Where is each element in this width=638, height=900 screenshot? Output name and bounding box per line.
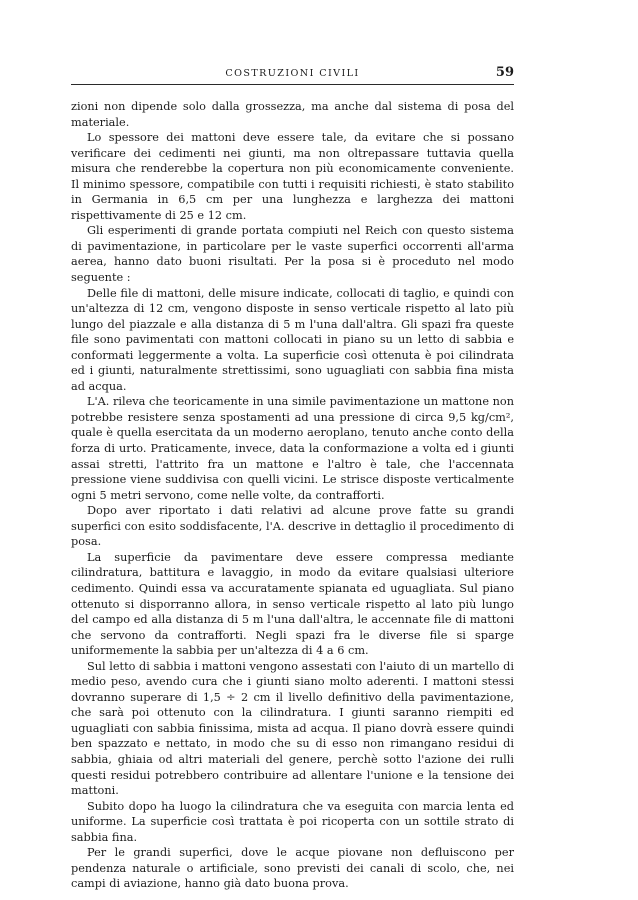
paragraph-reich-experiments: Gli esperimenti di grande portata compiuti nel Reich con questo sistema di pavimentazione, in particolare per le vaste superfici occorrenti all'arma aerea, hanno dato buoni risultati. Per la posa si è proceduto nel modo seguente : [71,224,514,285]
paragraph-continued: zioni non dipende solo dalla grossezza, ma anche dal sistema di posa del materiale. [71,100,514,129]
book-page [71,64,514,892]
running-header [71,64,514,85]
paragraph-brick-rows: Delle file di mattoni, delle misure indicate, collocati di taglio, e quindi con un'altezza di 12 cm, vengono disposte in senso verticale rispetto al lato più lungo del piazzale e alla distanza di 5 m l'una dall'altra. Gli spazi fra queste file sono pavimentati con mattoni collocati in piano su un letto di sabbia e conformati leggermente a volta. La superficie così ottenuta è poi cilindrata ed i giunti, naturalmente strettissimi, sono uguagliati con sabbia fina mista ad acqua. [71,286,514,393]
running-title: COSTRUZIONI CIVILI [225,68,360,79]
paragraph-rolling: Subito dopo ha luogo la cilindratura che va eseguita con marcia lenta ed uniforme. La superficie così trattata è poi ricoperta con un sottile strato di sabbia fina. [71,799,514,844]
page-number: 59 [495,65,514,80]
paragraph-test-results: Dopo aver riportato i dati relativi ad alcune prove fatte su grandi superfici con esito soddisfacente, l'A. descrive in dettaglio il procedimento di posa. [71,504,514,549]
body-text [71,99,514,892]
paragraph-brick-thickness: Lo spessore dei mattoni deve essere tale, da evitare che si possano verificare dei cedimenti nei giunti, ma non oltrepassare tuttavia quella misura che renderebbe la copertura non più economicamente conveniente. Il minimo spessore, compatibile con tutti i requisiti richiesti, è stato stabilito in Germania in 6,5 cm per una lunghezza e larghezza dei mattoni rispettivamente di 25 e 12 cm. [71,131,514,222]
paragraph-surface-preparation: La superficie da pavimentare deve essere compressa mediante cilindratura, battitura e lavaggio, in modo da evitare qualsiasi ulteriore cedimento. Quindi essa va accuratamente spianata ed uguagliata. Sul piano ottenuto si disporranno allora, in senso verticale rispetto al lato più lungo del campo ed alla distanza di 5 m l'una dall'altra, le accennate file di mattoni che servono da contrafforti. Negli spazi fra le diverse file si sparge uniformemente la sabbia per un'altezza di 4 a 6 cm. [71,550,514,658]
paragraph-drainage: Per le grandi superfici, dove le acque piovane non defluiscono per pendenza naturale o artificiale, sono previsti dei canali di scolo, che, nei campi di aviazione, hanno già dato buona prova. [71,846,514,891]
paragraph-sand-bed: Sul letto di sabbia i mattoni vengono assestati con l'aiuto di un martello di medio peso, avendo cura che i giunti siano molto aderenti. I mattoni stessi dovranno superare di 1,5 ÷ 2 cm il livello definitivo della pavimentazione, che sarà poi ottenuto con la cilindratura. I giunti saranno riempiti ed uguagliati con sabbia finissima, mista ad acqua. Il piano dovrà essere quindi ben spazzato e nettato, in modo che su di esso non rimangano residui di sabbia, ghiaia od altri materiali del genere, perchè sotto l'azione dei rulli questi residui potrebbero contribuire ad allentare l'unione e la tensione dei mattoni. [71,659,514,798]
paragraph-pressure-analysis: L'A. rileva che teoricamente in una simile pavimentazione un mattone non potrebbe resistere senza spostamenti ad una pressione di circa 9,5 kg/cm², quale è quella esercitata da un moderno aeroplano, tenuto anche conto della forza di urto. Praticamente, invece, data la conformazione a volta ed i giunti assai stretti, l'attrito fra un mattone e l'altro è tale, che l'accennata pressione viene suddivisa con quelli vicini. Le strisce disposte verticalmente ogni 5 metri servono, come nelle volte, da contrafforti. [71,395,514,502]
